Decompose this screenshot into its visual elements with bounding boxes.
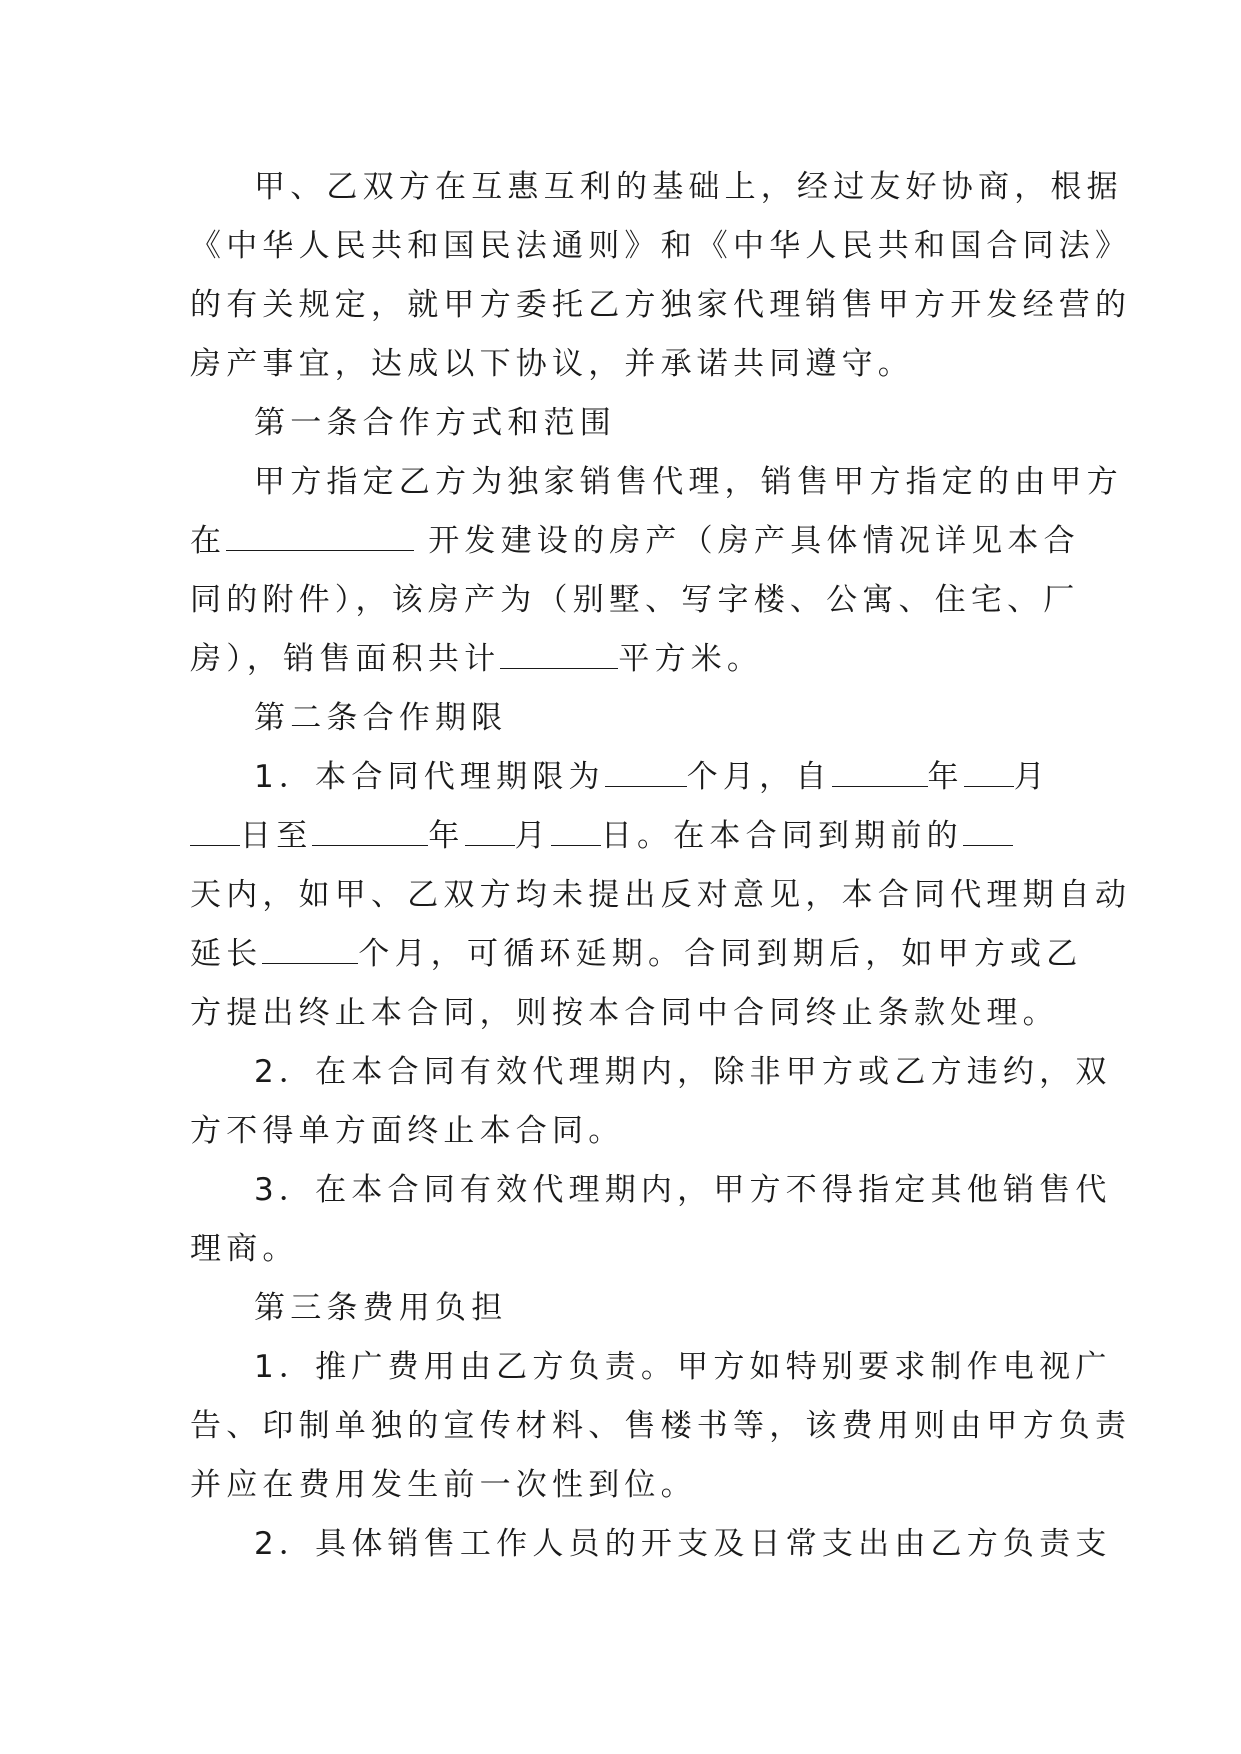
fill-in-blank-start-day (190, 821, 240, 846)
paragraph-preamble-line-3: 的有关规定，就甲方委托乙方独家代理销售甲方开发经营的 (190, 287, 1132, 323)
article-2-item-1-line-4 (190, 925, 1083, 984)
article-3-item-1-line-1: 1．推广费用由乙方负责。甲方如特别要求制作电视广 (254, 1349, 1112, 1385)
article-2-item-1-line-1 (190, 748, 1052, 807)
article-3-item-1-line-3: 并应在费用发生前一次性到位。 (190, 1467, 697, 1503)
fill-in-blank-months (605, 762, 687, 787)
paragraph-preamble-line-4: 房产事宜，达成以下协议，并承诺共同遵守。 (190, 346, 914, 382)
article-2-item-3-line-1: 3．在本合同有效代理期内，甲方不得指定其他销售代 (254, 1172, 1112, 1208)
text-segment: 平方米。 (618, 641, 764, 677)
fill-in-blank-location (226, 526, 414, 551)
fill-in-blank-extension-months (262, 939, 358, 964)
fill-in-blank-area (500, 644, 618, 669)
article-1-line-3: 同的附件），该房产为（别墅、写字楼、公寓、住宅、厂 (190, 582, 1080, 618)
text-segment: 1．本合同代理期限为 (254, 759, 605, 795)
text-segment: 在 (190, 523, 227, 559)
article-3-item-2-line-1: 2．具体销售工作人员的开支及日常支出由乙方负责支 (254, 1526, 1112, 1562)
paragraph-preamble-line-2: 《中华人民共和国民法通则》和《中华人民共和国合同法》 (190, 228, 1132, 264)
article-2-item-1-line-2 (190, 807, 1052, 866)
fill-in-blank-start-year (832, 762, 928, 787)
text-segment: 开发建设的房产（房产具体情况详见本合 (428, 523, 1080, 559)
fill-in-blank-end-month (465, 821, 515, 846)
article-1-line-2 (190, 512, 1080, 571)
article-2-item-2-line-1: 2．在本合同有效代理期内，除非甲方或乙方违约，双 (254, 1054, 1112, 1090)
article-1-line-4 (190, 630, 1052, 689)
text-segment: 日至 (240, 818, 313, 854)
fill-in-blank-notice-days (963, 821, 1013, 846)
article-3-item-1-line-2: 告、印制单独的宣传材料、售楼书等，该费用则由甲方负责 (190, 1408, 1132, 1444)
fill-in-blank-end-year (312, 821, 428, 846)
text-segment: 延长 (190, 936, 263, 972)
text-segment: 月 (1013, 759, 1050, 795)
text-segment: 个月，自 (686, 759, 832, 795)
paragraph-preamble-line-1: 甲、乙双方在互惠互利的基础上，经过友好协商，根据 (254, 169, 1123, 205)
article-2-item-1-line-5: 方提出终止本合同，则按本合同中合同终止条款处理。 (190, 995, 1059, 1031)
article-3-heading: 第三条费用负担 (254, 1290, 508, 1326)
article-2-item-2-line-2: 方不得单方面终止本合同。 (190, 1113, 625, 1149)
contract-body (190, 158, 1132, 1574)
article-1-line-1: 甲方指定乙方为独家销售代理，销售甲方指定的由甲方 (254, 464, 1123, 500)
fill-in-blank-start-month (964, 762, 1014, 787)
article-2-item-3-line-2: 理商。 (190, 1231, 299, 1267)
article-1-heading: 第一条合作方式和范围 (254, 405, 616, 441)
text-segment: 年 (927, 759, 964, 795)
fill-in-blank-end-day (551, 821, 601, 846)
text-segment: 年 (428, 818, 465, 854)
article-2-heading: 第二条合作期限 (254, 700, 508, 736)
text-segment: 月 (514, 818, 551, 854)
text-segment: 日。在本合同到期前的 (600, 818, 963, 854)
article-2-item-1-line-3: 天内，如甲、乙双方均未提出反对意见，本合同代理期自动 (190, 877, 1132, 913)
text-segment: 个月，可循环延期。合同到期后，如甲方或乙 (358, 936, 1083, 972)
text-segment: 房），销售面积共计 (190, 641, 501, 677)
